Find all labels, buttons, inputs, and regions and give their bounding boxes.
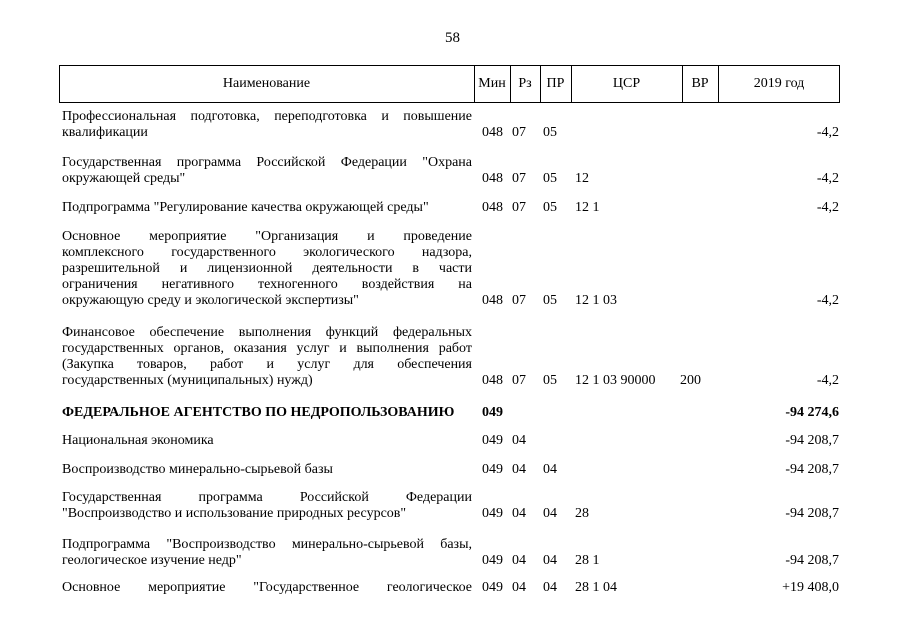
row-min: 048	[482, 200, 503, 215]
table-row	[0, 229, 905, 309]
row-min: 048	[482, 293, 503, 308]
table-row	[0, 433, 905, 449]
row-amount: -4,2	[816, 373, 839, 388]
row-name-line: Подпрограмма "Воспроизводство минерально-сырьевой базы,	[62, 537, 472, 552]
row-pr: 04	[543, 506, 557, 521]
row-min: 049	[482, 462, 503, 477]
row-vr: 200	[680, 373, 701, 388]
row-amount: -94 208,7	[785, 553, 839, 568]
page-number: 58	[445, 30, 460, 46]
header-rz: Рз	[518, 76, 532, 91]
row-name-line: Основное мероприятие "Государственное геологическое	[62, 580, 472, 595]
row-csr: 28 1 04	[575, 580, 617, 595]
row-min: 049	[482, 433, 503, 448]
row-name	[62, 490, 472, 522]
table-row	[0, 405, 905, 421]
row-name	[62, 155, 472, 187]
row-name-line: Подпрограмма "Регулирование качества окружающей среды"	[62, 200, 429, 215]
table-row	[0, 537, 905, 569]
header-year: 2019 год	[753, 76, 805, 91]
row-name-line: Национальная экономика	[62, 433, 214, 448]
row-name-line: разрешительной и лицензионной деятельности в части	[62, 261, 472, 276]
row-amount: -4,2	[816, 200, 839, 215]
row-pr: 05	[543, 171, 557, 186]
row-min: 048	[482, 125, 503, 140]
row-name-line: Воспроизводство минерально-сырьевой базы	[62, 462, 333, 477]
row-rz: 07	[512, 373, 526, 388]
row-name	[62, 580, 472, 596]
row-name	[62, 325, 472, 389]
row-amount: -94 208,7	[785, 506, 839, 521]
row-name-line: ограничения негативного техногенного воздействия на	[62, 277, 472, 292]
header-name: Наименование	[222, 76, 311, 91]
row-rz: 04	[512, 506, 526, 521]
row-rz: 04	[512, 553, 526, 568]
row-name	[62, 462, 472, 478]
row-amount: -4,2	[816, 293, 839, 308]
row-pr: 05	[543, 373, 557, 388]
row-name-line: окружающую среду и экологической экспертизы"	[62, 293, 359, 308]
row-rz: 07	[512, 200, 526, 215]
table-row	[0, 462, 905, 478]
row-min: 049	[482, 405, 503, 420]
row-name-line: государственных органов, оказания услуг и выполнения работ	[62, 341, 472, 356]
table-row	[0, 490, 905, 522]
table-row	[0, 325, 905, 389]
header-vr: ВР	[691, 76, 709, 91]
row-csr: 12	[575, 171, 589, 186]
table-header	[59, 65, 840, 103]
header-border-right	[839, 66, 840, 102]
row-name-line: Основное мероприятие "Организация и проведение	[62, 229, 472, 244]
row-pr: 04	[543, 580, 557, 595]
row-amount: -94 208,7	[785, 433, 839, 448]
row-name-line: ФЕДЕРАЛЬНОЕ АГЕНТСТВО ПО НЕДРОПОЛЬЗОВАНИЮ	[62, 405, 455, 420]
row-min: 048	[482, 171, 503, 186]
row-amount: -94 274,6	[785, 405, 839, 420]
row-rz: 07	[512, 171, 526, 186]
row-min: 048	[482, 373, 503, 388]
row-min: 049	[482, 506, 503, 521]
row-csr: 28	[575, 506, 589, 521]
table-row	[0, 109, 905, 141]
table-row	[0, 155, 905, 187]
row-name-line: Государственная программа Российской Федерации "Охрана	[62, 155, 472, 170]
row-name-line: Государственная программа Российской Федерации	[62, 490, 472, 505]
row-rz: 07	[512, 125, 526, 140]
row-min: 049	[482, 580, 503, 595]
row-name-line: комплексного государственного экологического надзора,	[62, 245, 472, 260]
row-csr: 28 1	[575, 553, 600, 568]
row-rz: 04	[512, 462, 526, 477]
row-name-line: Финансовое обеспечение выполнения функций федеральных	[62, 325, 472, 340]
row-amount: -4,2	[816, 125, 839, 140]
row-name	[62, 200, 472, 216]
table-row	[0, 580, 905, 596]
row-name-line: государственных (муниципальных) нужд)	[62, 373, 313, 388]
row-pr: 04	[543, 553, 557, 568]
header-border-left	[59, 66, 60, 102]
row-csr: 12 1 03	[575, 293, 617, 308]
row-amount: +19 408,0	[782, 580, 839, 595]
row-name	[62, 405, 472, 421]
header-csr: ЦСР	[612, 76, 641, 91]
row-name-line: окружающей среды"	[62, 171, 186, 186]
header-pr: ПР	[546, 76, 565, 91]
row-pr: 04	[543, 462, 557, 477]
row-amount: -4,2	[816, 171, 839, 186]
row-csr: 12 1	[575, 200, 600, 215]
row-rz: 07	[512, 293, 526, 308]
row-amount: -94 208,7	[785, 462, 839, 477]
row-rz: 04	[512, 433, 526, 448]
row-pr: 05	[543, 200, 557, 215]
row-name	[62, 229, 472, 309]
row-name-line: "Воспроизводство и использование природных ресурсов"	[62, 506, 407, 521]
row-csr: 12 1 03 90000	[575, 373, 656, 388]
row-pr: 05	[543, 293, 557, 308]
row-name	[62, 109, 472, 141]
header-min: Мин	[478, 76, 506, 91]
table-row	[0, 200, 905, 216]
row-name-line: квалификации	[62, 125, 148, 140]
row-name-line: Профессиональная подготовка, переподготовка и повышение	[62, 109, 472, 124]
row-name	[62, 537, 472, 569]
row-name-line: геологическое изучение недр"	[62, 553, 242, 568]
row-name	[62, 433, 472, 449]
row-rz: 04	[512, 580, 526, 595]
row-name-line: (Закупка товаров, работ и услуг для обеспечения	[62, 357, 472, 372]
row-pr: 05	[543, 125, 557, 140]
row-min: 049	[482, 553, 503, 568]
